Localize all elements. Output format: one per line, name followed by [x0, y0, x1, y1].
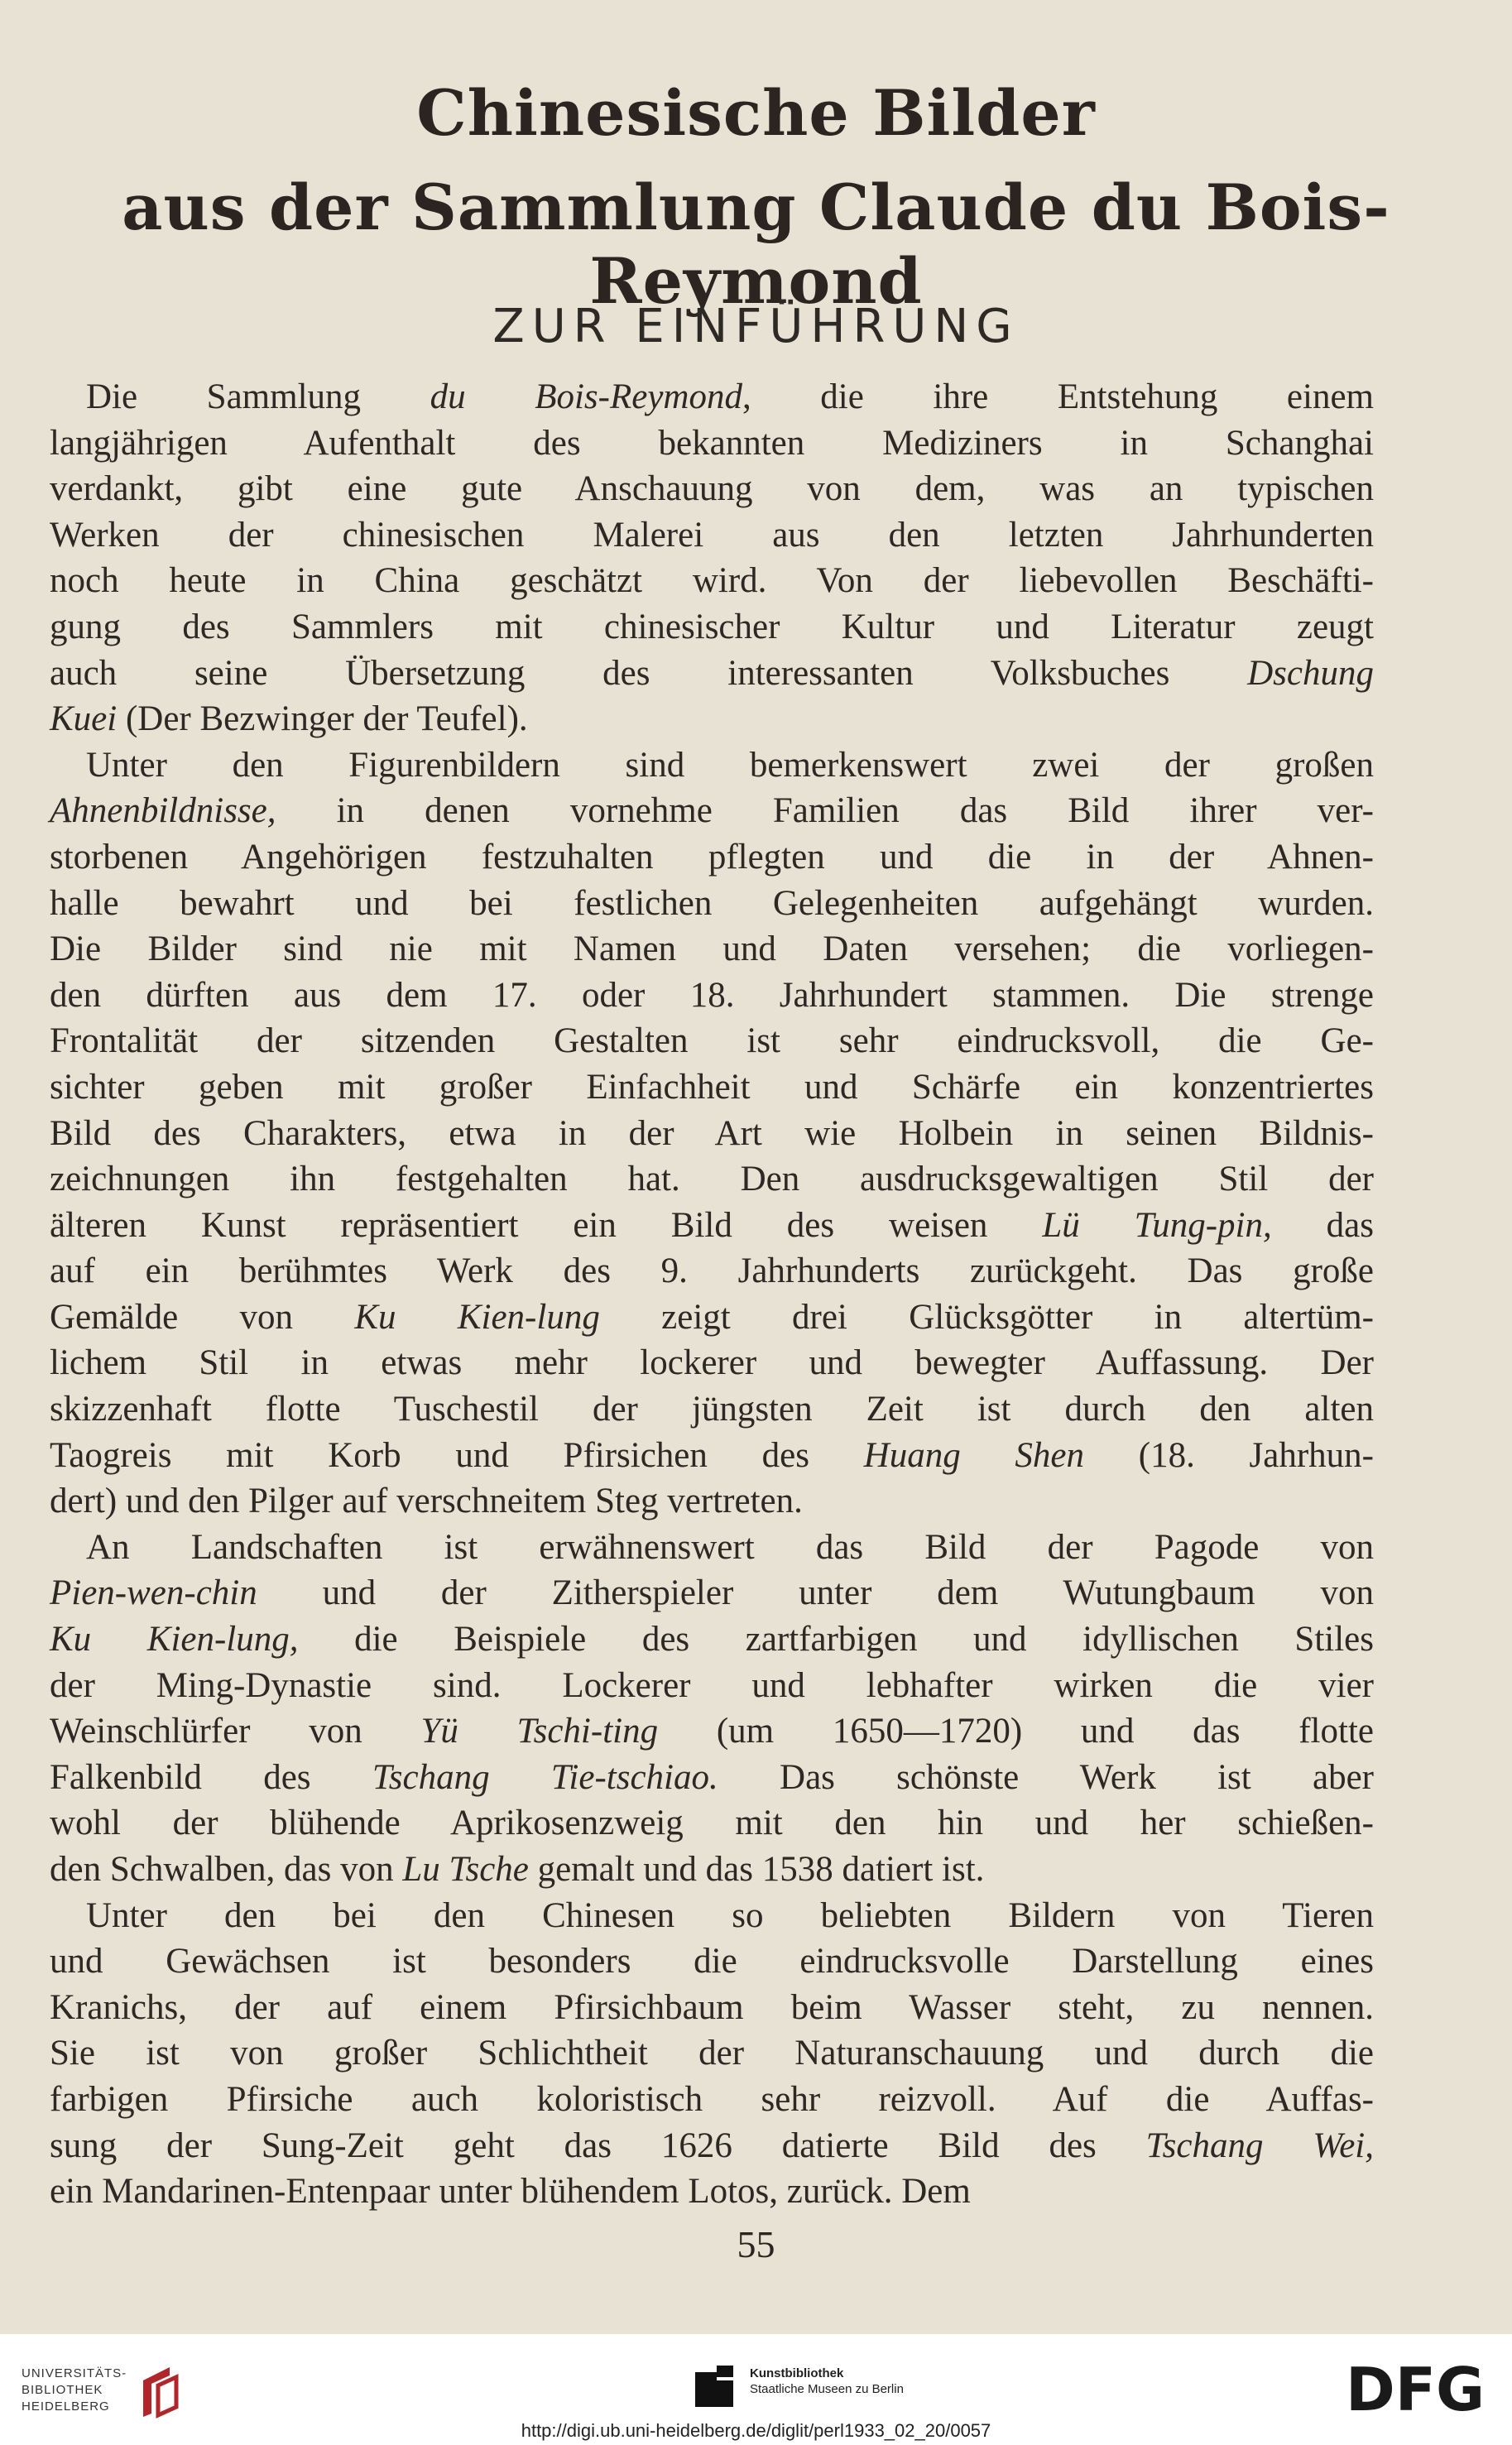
text-line: Kuei (Der Bezwinger der Teufel).: [50, 699, 528, 739]
text-line: gung des Sammlers mit chinesischer Kultur und Literatur zeugt: [50, 607, 1374, 646]
text-line: storbenen Angehörigen festzuhalten pflegten und die in der Ahnen-: [50, 837, 1374, 877]
text-line: Unter den bei den Chinesen so beliebten Bildern von Tieren: [86, 1895, 1374, 1935]
text-line: sichter geben mit großer Einfachheit und Schärfe ein konzentriertes: [50, 1067, 1374, 1107]
ub-logo-line: HEIDELBERG: [22, 2399, 110, 2414]
dfg-logo-icon: [1344, 2359, 1493, 2419]
text-line: Sie ist von großer Schlichtheit der Naturanschauung und durch die: [50, 2034, 1374, 2073]
page-number: 55: [737, 2223, 775, 2265]
kunstbibliothek-logo-icon: [692, 2362, 737, 2410]
text-line: noch heute in China geschätzt wird. Von der liebevollen Beschäfti-: [50, 561, 1374, 601]
text-line: skizzenhaft flotte Tuschestil der jüngsten Zeit ist durch den alten: [50, 1390, 1374, 1429]
text-line: dert) und den Pilger auf verschneitem Steg vertreten.: [50, 1482, 803, 1521]
text-line: Die Bilder sind nie mit Namen und Daten versehen; die vorliegen-: [50, 929, 1374, 969]
body-paragraph: [50, 1525, 1374, 1893]
kunstbibliothek-title: Kunstbibliothek: [750, 2366, 844, 2380]
dfg-logo-text: DFG: [1346, 2359, 1486, 2419]
text-line: den Schwalben, das von Lu Tsche gemalt und das 1538 datiert ist.: [50, 1850, 985, 1889]
ub-heidelberg-mark-icon: [137, 2361, 183, 2420]
text-line: Falkenbild des Tschang Tie-tschiao. Das schönste Werk ist aber: [50, 1757, 1374, 1797]
text-line: auch seine Übersetzung des interessanten Volksbuches Dschung: [50, 653, 1374, 693]
text-line: Taogreis mit Korb und Pfirsichen des Huang Shen (18. Jahrhun-: [50, 1435, 1375, 1475]
article-title-line-1: Chinesische Bilder: [416, 76, 1096, 150]
text-line: Frontalität der sitzenden Gestalten ist sehr eindrucksvoll, die Ge-: [50, 1021, 1374, 1061]
text-line: Ku Kien-lung, die Beispiele des zartfarbigen und idyllischen Stiles: [50, 1620, 1374, 1660]
text-line: ein Mandarinen-Entenpaar unter blühendem Lotos, zurück. Dem: [50, 2172, 971, 2212]
text-line: lichem Stil in etwas mehr lockerer und bewegter Auffassung. Der: [50, 1343, 1374, 1383]
article-title-line-2: aus der Sammlung Claude du Bois-Reymond: [122, 171, 1390, 318]
text-line: Werken der chinesischen Malerei aus den letzten Jahrhunderten: [50, 515, 1374, 555]
text-line: und Gewächsen ist besonders die eindrucksvolle Darstellung eines: [50, 1942, 1374, 1981]
text-line: Gemälde von Ku Kien-lung zeigt drei Glücksgötter in altertüm-: [50, 1297, 1374, 1337]
text-line: Bild des Charakters, etwa in der Art wie Holbein in seinen Bildnis-: [50, 1113, 1374, 1153]
text-line: den dürften aus dem 17. oder 18. Jahrhundert stammen. Die strenge: [50, 975, 1374, 1015]
body-paragraph: [50, 742, 1374, 1525]
section-heading: ZUR EINFÜHRUNG: [492, 300, 1020, 353]
article-body: [50, 374, 1374, 2215]
ub-heidelberg-logo-text: [22, 2366, 127, 2415]
text-line: der Ming-Dynastie sind. Lockerer und lebhafter wirken die vier: [50, 1665, 1374, 1705]
text-line: auf ein berühmtes Werk des 9. Jahrhunderts zurückgeht. Das große: [50, 1251, 1374, 1291]
text-line: Pien-wen-chin und der Zitherspieler unter dem Wutungbaum von: [50, 1573, 1374, 1613]
ub-logo-line: UNIVERSITÄTS-: [22, 2366, 127, 2380]
text-line: farbigen Pfirsiche auch koloristisch sehr reizvoll. Auf die Auffas-: [50, 2079, 1374, 2119]
text-line: zeichnungen ihn festgehalten hat. Den ausdrucksgewaltigen Stil der: [50, 1160, 1374, 1199]
text-line: älteren Kunst repräsentiert ein Bild des weisen Lü Tung-pin, das: [50, 1205, 1374, 1245]
text-line: Weinschlürfer von Yü Tschi-ting (um 1650—1720) und das flotte: [50, 1712, 1374, 1751]
kunstbibliothek-label: [750, 2366, 904, 2397]
kunstbibliothek-subtitle: Staatliche Museen zu Berlin: [750, 2382, 904, 2396]
source-url[interactable]: http://digi.ub.uni-heidelberg.de/diglit/perl1933_02_20/0057: [521, 2420, 991, 2441]
body-paragraph: [50, 374, 1374, 742]
text-line: Die Sammlung du Bois-Reymond, die ihre Entstehung einem: [86, 377, 1374, 416]
body-paragraph: [50, 1893, 1374, 2215]
text-line: Kranichs, der auf einem Pfirsichbaum beim Wasser steht, zu nennen.: [50, 1987, 1374, 2027]
text-line: verdankt, gibt eine gute Anschauung von dem, was an typischen: [50, 469, 1374, 509]
text-line: halle bewahrt und bei festlichen Gelegenheiten aufgehängt wurden.: [50, 883, 1374, 923]
text-line: An Landschaften ist erwähnenswert das Bild der Pagode von: [86, 1527, 1374, 1567]
ub-logo-line: BIBLIOTHEK: [22, 2383, 103, 2397]
digitization-footer: [0, 2334, 1512, 2445]
text-line: Ahnenbildnisse, in denen vornehme Familien das Bild ihrer ver-: [50, 791, 1374, 831]
text-line: sung der Sung-Zeit geht das 1626 datierte Bild des Tschang Wei,: [50, 2126, 1374, 2165]
text-line: langjährigen Aufenthalt des bekannten Mediziners in Schanghai: [50, 423, 1374, 463]
text-line: Unter den Figurenbildern sind bemerkenswert zwei der großen: [86, 745, 1374, 785]
text-line: wohl der blühende Aprikosenzweig mit den hin und her schießen-: [50, 1804, 1374, 1843]
